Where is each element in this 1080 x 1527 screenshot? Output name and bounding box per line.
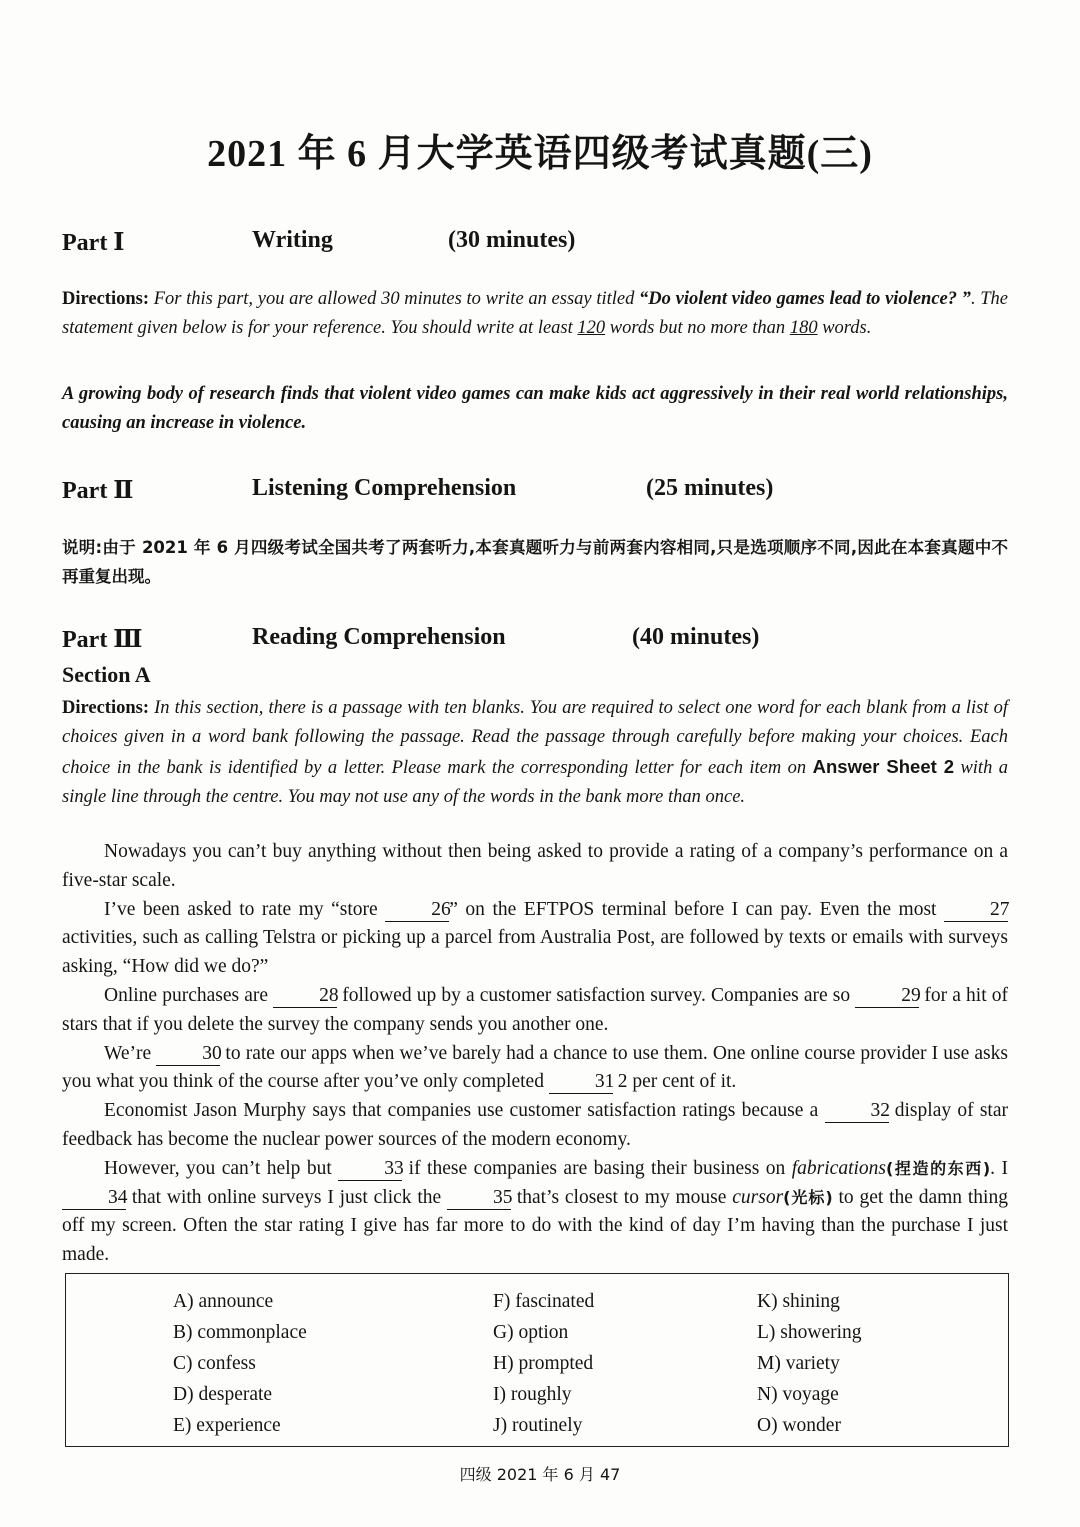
word-bank-option: B) commonplace (173, 1322, 307, 1343)
passage-paragraph-5 (62, 1097, 1008, 1155)
part-2-label: Part Ⅱ (62, 478, 134, 504)
blank-27: 27 (944, 899, 1008, 922)
blank-32: 32 (825, 1100, 889, 1123)
word-bank-column-1 (173, 1286, 307, 1441)
writing-statement: A growing body of research finds that violent video games can make kids act aggressively in their real world relationships, causing an increase in violence. (62, 384, 1008, 433)
blank-33: 33 (338, 1158, 402, 1181)
p3-text-c: for a hit of stars that if you delete the survey the company sends you another one. (62, 984, 1008, 1035)
word-bank-option: G) option (493, 1322, 569, 1343)
cursor-word: cursor (732, 1186, 784, 1208)
word-bank-option: F) fascinated (493, 1291, 595, 1312)
p4-text-b: to rate our apps when we’ve barely had a chance to use them. One online course provider I use asks you what you think of the course after you’ve only completed (62, 1042, 1008, 1093)
word-bank-option: C) confess (173, 1353, 256, 1374)
passage-paragraph-4 (62, 1040, 1008, 1098)
word-bank-option: I) roughly (493, 1384, 572, 1405)
word-bank-column-3 (757, 1286, 862, 1441)
word-bank (65, 1273, 1009, 1447)
part-2-name: Listening Comprehension (252, 475, 517, 501)
part-3-label: Part Ⅲ (62, 627, 143, 653)
writing-directions-text-d: words. (817, 318, 872, 338)
word-bank-option: D) desperate (173, 1384, 273, 1405)
blank-30: 30 (156, 1043, 220, 1066)
page-footer: 四级 2021 年 6 月 47 (459, 1465, 621, 1484)
cursor-gloss: (光标) (783, 1187, 833, 1207)
word-bank-option: L) showering (757, 1322, 862, 1343)
p3-text-b: followed up by a customer satisfaction survey. Companies are so (337, 984, 856, 1006)
word-bank-option: K) shining (757, 1291, 840, 1312)
word-bank-option: M) variety (757, 1353, 840, 1374)
essay-topic: “Do violent video games lead to violence? ” (639, 289, 971, 309)
passage-paragraph-1: Nowadays you can’t buy anything without then being asked to provide a rating of a company’s performance on a five-star scale. (62, 841, 1008, 891)
part-3-time: (40 minutes) (632, 624, 760, 650)
min-words: 120 (577, 318, 606, 338)
word-bank-option: A) announce (173, 1291, 274, 1312)
fabrications-word: fabrications (791, 1157, 887, 1179)
part-3-name: Reading Comprehension (252, 624, 506, 650)
reading-directions-text-a: In this section, there is a passage with ten blanks. You are required to select one word for each blank from a list of choices given in a word bank following the passage. Read the passage through carefully before making your choices. Each choice in the bank is identified by a letter. Please mark the corresponding letter for each item on (62, 698, 1008, 778)
reading-passage (62, 838, 1008, 1270)
writing-directions-label: Directions: (62, 289, 149, 309)
p6-text-b: if these companies are basing their business on (402, 1157, 792, 1179)
blank-34: 34 (62, 1187, 126, 1210)
blank-26: 26 (385, 899, 449, 922)
p2-text-a: I’ve been asked to rate my “store (104, 898, 386, 920)
p6-text-e: that’s closest to my mouse (511, 1186, 733, 1208)
p2-text-c: activities, such as calling Telstra or picking up a parcel from Australia Post, are followed by texts or emails with surveys asking, “How did we do?” (62, 927, 1008, 978)
p6-text-c: . I (990, 1157, 1008, 1179)
passage-paragraph-3 (62, 982, 1008, 1040)
p4-text-c: 2 per cent of it. (612, 1071, 737, 1093)
blank-28: 28 (273, 985, 337, 1008)
fabrications-gloss: (捏造的东西) (886, 1158, 991, 1178)
part-1-name: Writing (252, 227, 333, 253)
writing-directions-text-a: For this part, you are allowed 30 minutes to write an essay titled (153, 289, 640, 309)
writing-directions-text-b: . The statement given below is for your reference. You should write at least (62, 289, 1009, 338)
listening-note: 说明:由于 2021 年 6 月四级考试全国共考了两套听力,本套真题听力与前两套内容相同,只是选项顺序不同,因此在本套真题中不再重复出现。 (62, 538, 1008, 586)
part-2-time: (25 minutes) (646, 475, 774, 501)
p4-text-a: We’re (104, 1042, 157, 1064)
part-1-time: (30 minutes) (448, 227, 576, 253)
word-bank-option: N) voyage (757, 1384, 839, 1405)
p5-text-b: display of star feedback has become the nuclear power sources of the modern economy. (62, 1100, 1008, 1150)
page-title: 2021 年 6 月大学英语四级考试真题(三) (207, 133, 873, 175)
writing-directions-text-c: words but no more than (605, 318, 790, 338)
part-1-label: Part Ⅰ (62, 230, 125, 256)
word-bank-column-2 (493, 1286, 594, 1441)
passage-paragraph-2 (62, 896, 1008, 982)
p5-text-a: Economist Jason Murphy says that companies use customer satisfaction ratings because a (104, 1100, 825, 1122)
word-bank-option: J) routinely (493, 1415, 583, 1436)
p3-text-a: Online purchases are (104, 984, 274, 1006)
blank-29: 29 (855, 985, 919, 1008)
blank-35: 35 (447, 1187, 511, 1210)
reading-directions-label: Directions: (62, 698, 149, 718)
writing-directions (62, 285, 1008, 343)
word-bank-option: O) wonder (757, 1415, 841, 1436)
p6-text-a: However, you can’t help but (104, 1157, 339, 1179)
p6-text-d: that with online surveys I just click the (126, 1186, 447, 1208)
word-bank-option: H) prompted (493, 1353, 594, 1374)
passage-paragraph-6 (62, 1155, 1008, 1270)
answer-sheet-label: Answer Sheet 2 (812, 756, 955, 777)
reading-directions-text-b: with a single line through the centre. You may not use any of the words in the bank more than once. (62, 758, 1008, 807)
max-words: 180 (789, 318, 818, 338)
word-bank-option: E) experience (173, 1415, 281, 1436)
p6-text-f: to get the damn thing off my screen. Often the star rating I give has far more to do with the kind of day I’m having than the purchase I just made. (62, 1186, 1008, 1266)
reading-directions (62, 694, 1008, 812)
blank-31: 31 (549, 1071, 613, 1094)
p2-text-b: ” on the EFTPOS terminal before I can pay. Even the most (449, 898, 944, 920)
section-a-heading: Section A (62, 662, 151, 687)
